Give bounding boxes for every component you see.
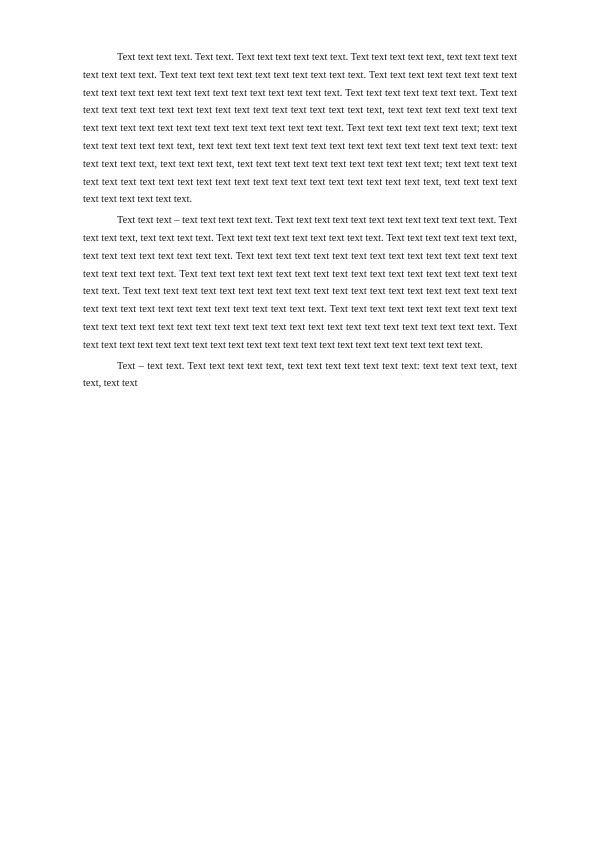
paragraph-3: Text – text text. Text text text text text, text text text text text text text: text text text text, text text, text text — [83, 360, 517, 390]
paragraph-2: Text text text – text text text text text. Text text text text text text text text text text text text. Text text text text, text text text text. Text text text text text text text text text. Text text text text text text text, text text text text text text text text. Text text text text text text text text text text text text text text text text text text text text. Text text text text text text text text text text text text text text text text text text text text. Text text text text text text text text text text text text text text text text text text text text text text text text text text text text text text text text text text. Text text text text text text text text text text text text text text text text text text text text text text text text text text text text text text text text. Text text text text text text text text text text text text text text text text text text text text text text text. — [83, 215, 517, 351]
paragraph-1: Text text text text. Text text. Text text text text text text. Text text text text text, text text text text text text text text. Text text text text text text text text text text text. Text text text text text text text text text text text text text text text text text text text text text text. Text text text text text text text. Text text text text text text text text text text text text text text text text text text, text text text text text text text text text text text text text text text text text text text text text. Text text text text text text text; text text text text text text text text, text text text text text text text text text text text text text text text text: text text text text text, text text text text, text text text text text text text text text text text; text text text text text text text text text text text text text text text text text text text text text text text, text text text text text text text text text text. — [83, 52, 517, 206]
document-body — [83, 49, 517, 396]
